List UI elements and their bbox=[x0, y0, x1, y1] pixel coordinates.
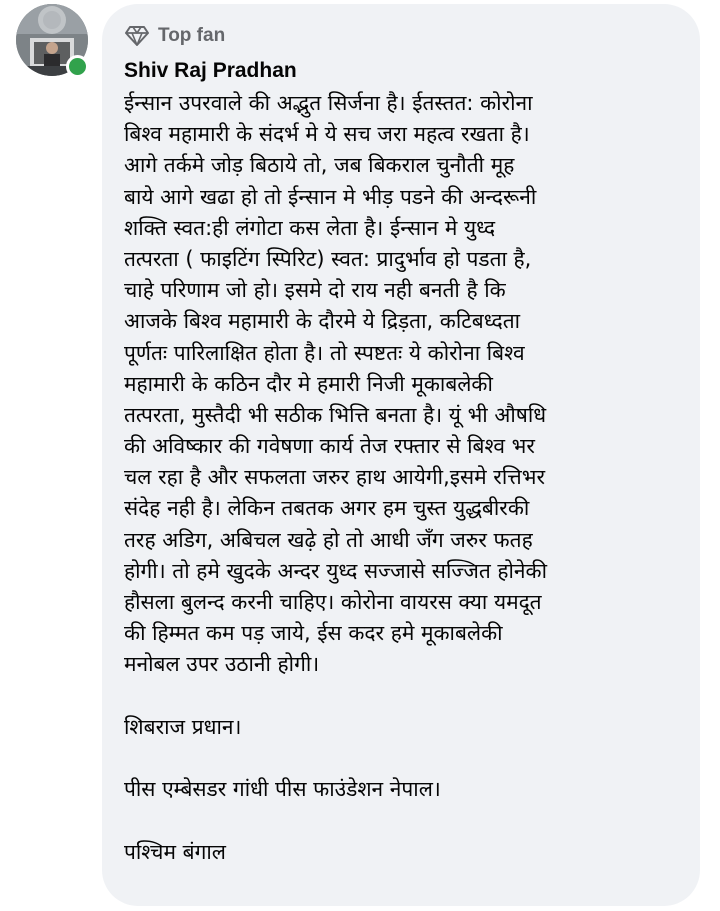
comment-line: होगी। तो हमे खुदके अन्दर युध्द सज्जासे सज्जित होनेकी bbox=[124, 558, 548, 583]
comment-line: हौसला बुलन्द करनी चाहिए। कोरोना वायरस क्या यमदूत bbox=[124, 590, 542, 614]
paragraph-gap bbox=[124, 743, 678, 774]
comment-line: महामारी के कठिन दौर मे हमारी निजी मूकाबलेकी bbox=[124, 371, 493, 396]
comment-line: तत्परता, मुस्तैदी भी सठीक भित्ति बनता है। यूं भी औषधि bbox=[124, 402, 547, 427]
comment-line: पीस एम्बेसडर गांधी पीस फाउंडेशन नेपाल। bbox=[124, 777, 441, 802]
paragraph-gap bbox=[124, 681, 678, 712]
comment-line: संदेह नही है। लेकिन तबतक अगर हम चुस्त युद्धबीरकी bbox=[124, 496, 530, 521]
online-status-dot bbox=[66, 55, 89, 78]
comment-line: तरह अडिग, अबिचल खढ़े हो तो आधी जँग जरुर फतह bbox=[124, 527, 533, 552]
top-fan-badge[interactable] bbox=[124, 22, 678, 50]
comment-line: चाहे परिणाम जो हो। इसमे दो राय नही बनती है कि bbox=[124, 278, 506, 303]
comment-line: बाये आगे खढा हो तो ईन्सान मे भीड़ पडने की अन्दरूनी bbox=[124, 184, 537, 209]
comment-line: शक्ति स्वत:ही लंगोटा कस लेता है। ईन्सान मे युध्द bbox=[124, 215, 496, 240]
badge-label: Top fan bbox=[158, 25, 226, 46]
comment-line: की अविष्कार की गवेषणा कार्य तेज रफ्तार से बिश्व भर bbox=[124, 434, 535, 459]
comment-text bbox=[124, 88, 678, 868]
comment-line: पूर्णतः पारिलाक्षित होता है। तो स्पष्टतः ये कोरोना बिश्व bbox=[124, 340, 525, 365]
diamond-icon bbox=[124, 25, 150, 47]
comment-line: तत्परता ( फाइटिंग स्पिरिट) स्वत: प्रादुर्भाव हो पडता है, bbox=[124, 246, 532, 271]
comment-line: मनोबल उपर उठानी होगी। bbox=[124, 652, 320, 677]
comment-line: की हिम्मत कम पड़ जाये, ईस कदर हमे मूकाबलेकी bbox=[124, 621, 503, 646]
comment-line: आजके बिश्व महामारी के दौरमे ये द्रिड़ता, कटिबध्दता bbox=[124, 309, 521, 334]
comment-line: शिबराज प्रधान। bbox=[124, 714, 242, 739]
paragraph-gap bbox=[124, 805, 678, 836]
comment-line: ईन्सान उपरवाले की अद्भुत सिर्जना है। ईतस्तत: कोरोना bbox=[124, 91, 533, 115]
comment-line: पश्चिम बंगाल bbox=[124, 839, 226, 864]
author-name[interactable]: Shiv Raj Pradhan bbox=[124, 59, 297, 82]
comment-line: चल रहा है और सफलता जरुर हाथ आयेगी,इसमे रत्तिभर bbox=[124, 465, 545, 490]
comment-line: बिश्व महामारी के संदर्भ मे ये सच जरा महत्व रखता है। bbox=[124, 122, 530, 147]
comment-bubble bbox=[102, 4, 700, 906]
comment-line: आगे तर्कमे जोड़ बिठाये तो, जब बिकराल चुनौती मूह bbox=[124, 153, 515, 178]
